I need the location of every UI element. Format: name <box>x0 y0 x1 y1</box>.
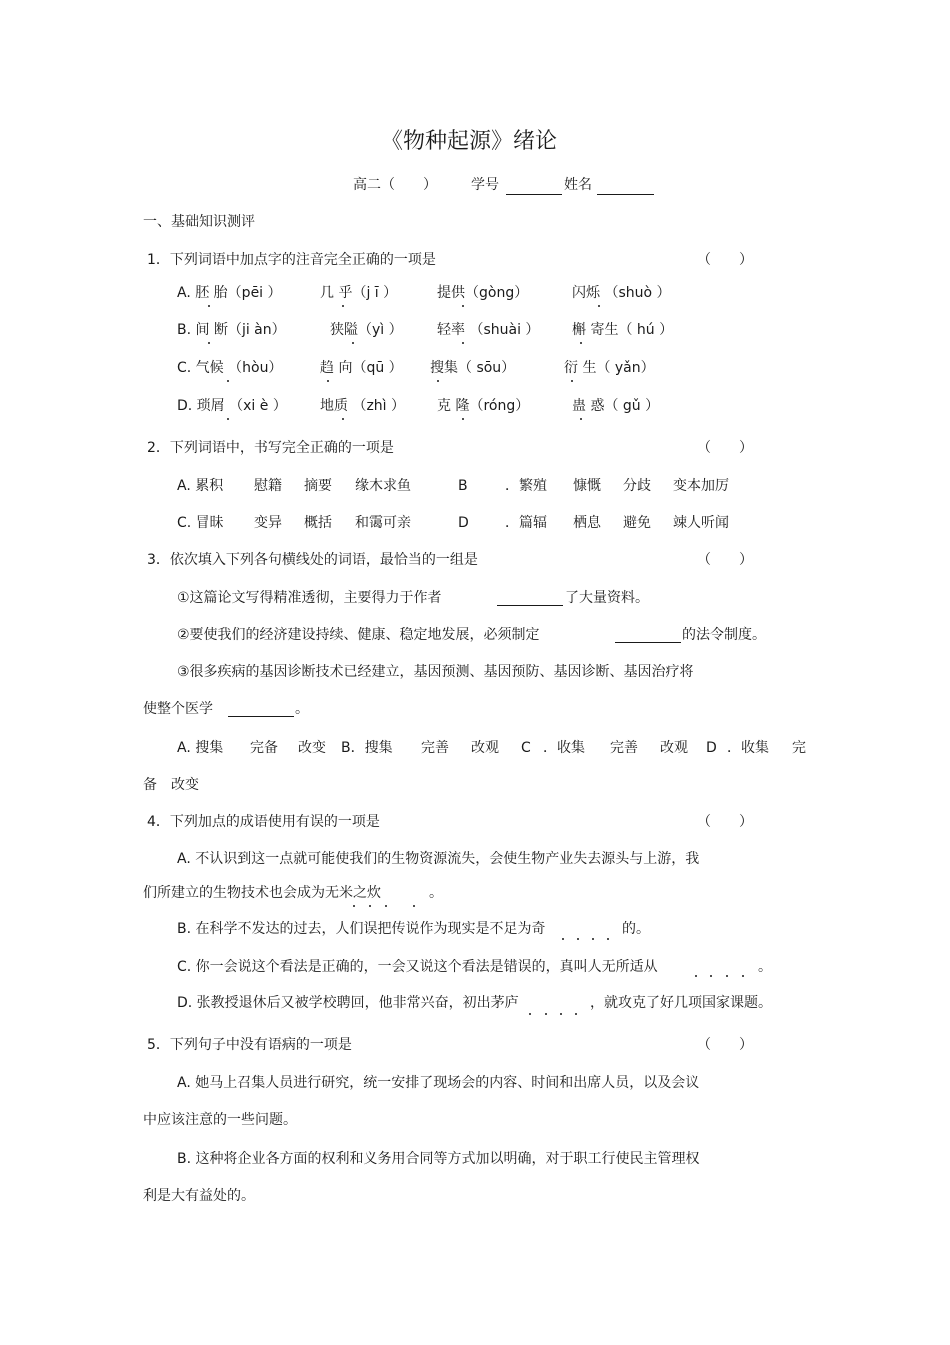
q2-option-letter: B <box>458 478 468 494</box>
question-1-stem: 1．下列词语中加点字的注音完全正确的一项是 <box>147 252 436 268</box>
emphasis-dot <box>562 938 564 940</box>
q1-option-b-2: 狭隘（yì ） <box>330 322 403 338</box>
q3-option: ．收集 <box>727 740 769 756</box>
emphasis-dot <box>342 305 344 307</box>
q3-sentence-2: ②要使我们的经济建设持续、健康、稳定地发展，必须制定 <box>177 627 540 643</box>
emphasis-dot <box>560 1013 562 1015</box>
emphasis-dot <box>580 342 582 344</box>
q1-option-a-4: 闪烁 （shuò ） <box>572 285 671 301</box>
q2-word: 竦人听闻 <box>673 515 729 531</box>
q2-word: 分歧 <box>623 478 651 494</box>
section-heading: 一、基础知识测评 <box>143 214 255 230</box>
class-label: 高二（ ） <box>353 177 437 193</box>
q3-sentence-3: ③很多疾病的基因诊断技术已经建立，基因预测、基因预防、基因诊断、基因治疗将 <box>177 664 694 680</box>
q4-option-c: C. 你一会说这个看法是正确的，一会又说这个看法是错误的，真叫人无所适从 <box>177 959 658 975</box>
q5-option-a: A. 她马上召集人员进行研究，统一安排了现场会的内容、时间和出席人员，以及会议 <box>177 1075 700 1091</box>
emphasis-dot <box>342 418 344 420</box>
q4-option-b-end: 的。 <box>622 921 650 937</box>
emphasis-dot <box>710 975 712 977</box>
q3-option: 改变 <box>298 740 326 756</box>
question-5-stem: 5．下列句子中没有语病的一项是 <box>147 1037 352 1053</box>
q2-word: ．繁殖 <box>505 478 547 494</box>
q3-sentence-3-cont: 使整个医学 <box>143 701 213 717</box>
q3-option-cont: 备 改变 <box>143 777 199 793</box>
answer-paren: （ ） <box>697 814 753 830</box>
emphasis-dot <box>695 975 697 977</box>
q3-sentence-2-end: 的法令制度。 <box>682 627 766 643</box>
question-3-stem: 3．依次填入下列各句横线处的词语，最恰当的一组是 <box>147 552 478 568</box>
emphasis-dot <box>580 418 582 420</box>
q2-word: 变异 <box>254 515 282 531</box>
q3-option: 完善 <box>421 740 449 756</box>
q1-option-b-1: B. 间 断（ji àn） <box>177 322 286 338</box>
q1-option-d-4: 蛊 惑（ gǔ ） <box>572 398 660 414</box>
student-id-blank[interactable] <box>506 194 562 195</box>
q1-option-c-2: 趋 向（qū ） <box>320 360 403 376</box>
emphasis-dot <box>742 975 744 977</box>
emphasis-dot <box>592 938 594 940</box>
q3-option: B．搜集 <box>341 740 393 756</box>
emphasis-dot <box>462 418 464 420</box>
fill-blank[interactable] <box>228 716 294 717</box>
emphasis-dot <box>385 905 387 907</box>
q3-option: 改观 <box>660 740 688 756</box>
student-id-label: 学号 <box>471 177 499 193</box>
q2-word: 栖息 <box>573 515 601 531</box>
q2-word: 避免 <box>623 515 651 531</box>
q1-option-d-2: 地质 （zhì ） <box>320 398 406 414</box>
emphasis-dot <box>227 418 229 420</box>
q2-word: 慷慨 <box>573 478 601 494</box>
fill-blank[interactable] <box>615 642 681 643</box>
q3-option-letter: D <box>706 740 717 756</box>
emphasis-dot <box>607 938 609 940</box>
q2-word: 慰籍 <box>254 478 282 494</box>
q2-option-letter: D <box>458 515 469 531</box>
q2-word: A. 累积 <box>177 478 224 494</box>
q4-option-d: D. 张教授退休后又被学校聘回，他非常兴奋，初出茅庐 <box>177 995 519 1011</box>
emphasis-dot <box>726 975 728 977</box>
q3-sentence-1-end: 了大量资料。 <box>565 590 649 606</box>
emphasis-dot <box>462 342 464 344</box>
q4-option-c-end: 。 <box>758 959 772 975</box>
q1-option-d-3: 克 隆（róng） <box>437 398 530 414</box>
q5-option-a-cont: 中应该注意的一些问题。 <box>143 1112 297 1128</box>
emphasis-dot <box>598 305 600 307</box>
q3-sentence-1: ①这篇论文写得精准透彻，主要得力于作者 <box>177 590 442 606</box>
q2-word: 变本加厉 <box>673 478 729 494</box>
q3-sentence-3-end: 。 <box>295 701 309 717</box>
answer-paren: （ ） <box>697 552 753 568</box>
q4-option-b: B. 在科学不发达的过去，人们误把传说作为现实是不足为奇 <box>177 921 546 937</box>
q5-option-b-cont: 利是大有益处的。 <box>143 1188 255 1204</box>
q2-word: 概括 <box>304 515 332 531</box>
q3-option: 完善 <box>610 740 638 756</box>
emphasis-dot <box>327 380 329 382</box>
q1-option-b-3: 轻率 （shuài ） <box>437 322 540 338</box>
q3-option-letter: C <box>521 740 531 756</box>
emphasis-dot <box>545 1013 547 1015</box>
q1-option-c-3: 搜集（ sōu） <box>430 360 516 376</box>
q3-option: 改观 <box>471 740 499 756</box>
emphasis-dot <box>208 342 210 344</box>
q1-option-c-1: C. 气候 （hòu） <box>177 360 283 376</box>
q2-word: 摘要 <box>304 478 332 494</box>
q3-option: 完 <box>792 740 806 756</box>
question-4-stem: 4．下列加点的成语使用有误的一项是 <box>147 814 380 830</box>
q1-option-b-4: 槲 寄生（ hú ） <box>572 322 674 338</box>
answer-paren: （ ） <box>697 252 753 268</box>
q2-word: C. 冒昧 <box>177 515 224 531</box>
q2-word: 缘木求鱼 <box>355 478 411 494</box>
q3-option: ．收集 <box>543 740 585 756</box>
q1-option-d-1: D. 琐屑 （xi è ） <box>177 398 287 414</box>
answer-paren: （ ） <box>697 1037 753 1053</box>
answer-paren: （ ） <box>697 440 753 456</box>
emphasis-dot <box>575 1013 577 1015</box>
emphasis-dot <box>227 380 229 382</box>
q3-option: 完备 <box>250 740 278 756</box>
question-2-stem: 2．下列词语中，书写完全正确的一项是 <box>147 440 394 456</box>
q5-option-b: B. 这种将企业各方面的权利和义务用合同等方式加以明确，对于职工行使民主管理权 <box>177 1151 700 1167</box>
q1-option-a-3: 提供（gòng） <box>437 285 529 301</box>
emphasis-dot <box>437 380 439 382</box>
name-blank[interactable] <box>597 194 654 195</box>
q4-option-a-cont: 们所建立的生物技术也会成为无米之炊 <box>143 885 381 901</box>
emphasis-dot <box>529 1013 531 1015</box>
name-label: 姓名 <box>564 177 592 193</box>
q4-option-d-end: ，就攻克了好几项国家课题。 <box>590 995 772 1011</box>
emphasis-dot <box>462 305 464 307</box>
emphasis-dot <box>352 342 354 344</box>
fill-blank[interactable] <box>497 605 563 606</box>
emphasis-dot <box>353 905 355 907</box>
page-title: 《物种起源》绪论 <box>381 129 558 154</box>
emphasis-dot <box>208 305 210 307</box>
q4-option-a-end: 。 <box>429 885 443 901</box>
q1-option-c-4: 衍 生（ yǎn） <box>564 360 655 376</box>
emphasis-dot <box>577 938 579 940</box>
emphasis-dot <box>413 905 415 907</box>
q2-word: ．篇辐 <box>505 515 547 531</box>
q1-option-a-2: 几 乎（j ī ） <box>320 285 398 301</box>
q2-word: 和霭可亲 <box>355 515 411 531</box>
emphasis-dot <box>369 905 371 907</box>
q3-option: A. 搜集 <box>177 740 224 756</box>
q4-option-a: A. 不认识到这一点就可能使我们的生物资源流失，会使生物产业失去源头与上游，我 <box>177 851 700 867</box>
q1-option-a-1: A. 胚 胎（pēi ） <box>177 285 282 301</box>
emphasis-dot <box>571 380 573 382</box>
